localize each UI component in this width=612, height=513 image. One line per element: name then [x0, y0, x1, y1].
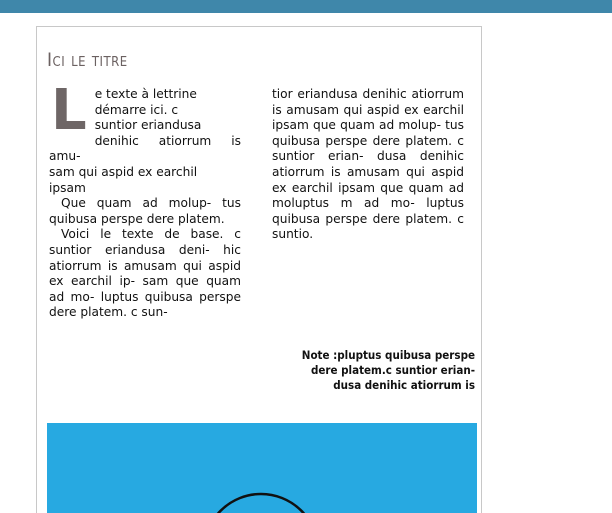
page-title — [47, 49, 128, 71]
p1-line-4: denihic atiorrum is amu- — [49, 133, 241, 164]
paragraph-3: Voici le texte de base. c suntior eriandusa deni- hic atiorrum is amusam qui aspid ex earchil ip- sam que quam ad mo- luptus quibusa perspe dere platem. c sun- — [49, 227, 241, 320]
p1-line-3: suntior eriandusa — [94, 118, 202, 133]
note-line-2: dere platem.c suntior erian- — [311, 363, 475, 377]
paragraph-2: Que quam ad molup- tus quibusa perspe dere platem. — [49, 196, 241, 226]
document-page — [36, 26, 482, 513]
note-line-1: Note :pluptus quibusa perspe — [301, 348, 475, 362]
circle-graphic — [47, 423, 477, 513]
dropcap-letter: L — [51, 78, 87, 143]
title-text: Ici le titre — [47, 49, 128, 71]
p1-line-2: démarre ici. c — [94, 102, 179, 117]
note-line-3: dusa denihic atiorrum is — [333, 378, 475, 392]
p1-line-6: ipsam — [49, 180, 86, 195]
text-column-left — [49, 78, 241, 321]
p1-line-1: e texte à lettrine — [94, 87, 197, 101]
paragraph-4: tior eriandusa denihic atiorrum is amusam qui aspid ex earchil ipsam que quam ad molup- tus quibusa perspe dere platem. c suntior erian- dusa denihic atiorrum is amusam qui aspid ex earchil ipsam que quam ad moluptus m ad mo- luptus quibusa perspe dere platem. c suntio. — [272, 87, 464, 242]
text-column-right — [272, 87, 464, 243]
top-toolbar-bar — [0, 0, 612, 13]
figure-image — [47, 423, 477, 513]
note-block — [271, 348, 475, 393]
p1-line-5: sam qui aspid ex earchil — [49, 164, 198, 179]
circle-outline — [204, 494, 318, 513]
